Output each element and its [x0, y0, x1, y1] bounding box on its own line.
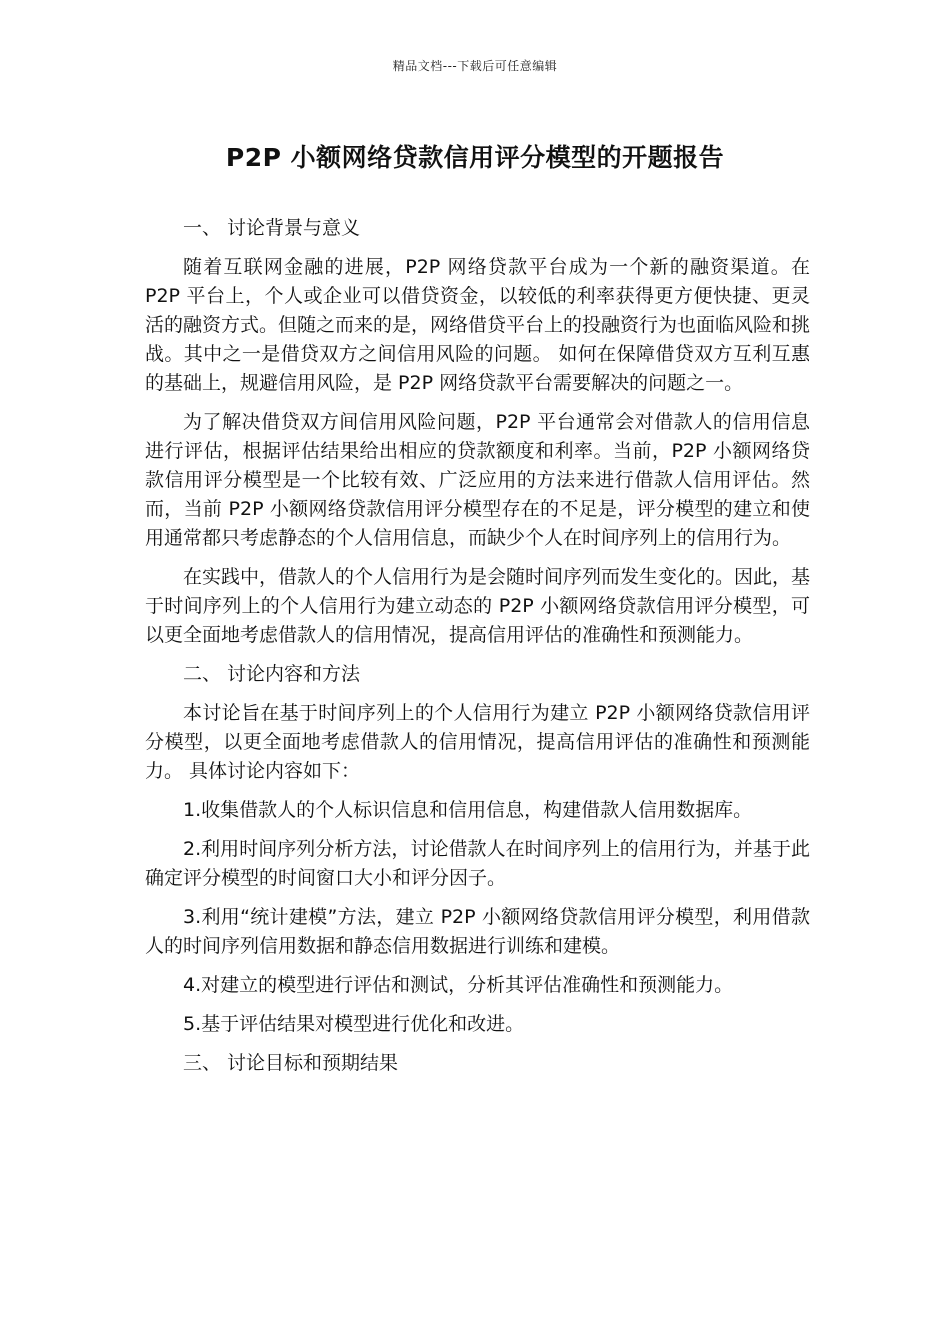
list-item: 4.对建立的模型进行评估和测试，分析其评估准确性和预测能力。 [183, 974, 734, 996]
section-heading-2: 二、 讨论内容和方法 [183, 663, 361, 685]
header-note: 精品文档---下载后可任意编辑 [392, 59, 558, 73]
paragraph: 本讨论旨在基于时间序列上的个人信用行为建立 P2P 小额网络贷款信用评分模型，以更全面地考虑借款人的信用情况，提高信用评估的准确性和预测能力。 具体讨论内容如下： [145, 702, 810, 782]
list-item: 3.利用“统计建模”方法，建立 P2P 小额网络贷款信用评分模型，利用借款人的时间序列信用数据和静态信用数据进行训练和建模。 [145, 906, 810, 957]
list-item: 2.利用时间序列分析方法，讨论借款人在时间序列上的信用行为，并基于此确定评分模型的时间窗口大小和评分因子。 [145, 838, 810, 889]
paragraph: 为了解决借贷双方间信用风险问题，P2P 平台通常会对借款人的信用信息进行评估，根据评估结果给出相应的贷款额度和利率。当前，P2P 小额网络贷款信用评分模型是一个比较有效、广泛应用的方法来进行借款人信用评估。然而，当前 P2P 小额网络贷款信用评分模型存在的不足是，评分模型的建立和使用通常都只考虑静态的个人信用信息，而缺少个人在时间序列上的信用行为。 [145, 411, 810, 549]
section-heading-3: 三、 讨论目标和预期结果 [183, 1052, 399, 1074]
document-body [145, 214, 810, 1088]
list-item: 1.收集借款人的个人标识信息和信用信息，构建借款人信用数据库。 [183, 799, 753, 821]
paragraph: 在实践中，借款人的个人信用行为是会随时间序列而发生变化的。因此，基于时间序列上的个人信用行为建立动态的 P2P 小额网络贷款信用评分模型，可以更全面地考虑借款人的信用情况，提高信用评估的准确性和预测能力。 [145, 566, 811, 646]
paragraph: 随着互联网金融的进展，P2P 网络贷款平台成为一个新的融资渠道。在 P2P 平台上，个人或企业可以借贷资金，以较低的利率获得更方便快捷、更灵活的融资方式。但随之而来的是，网络借贷平台上的投融资行为也面临风险和挑战。其中之一是借贷双方之间信用风险的问题。 如何在保障借贷双方互利互惠的基础上，规避信用风险，是 P2P 网络贷款平台需要解决的问题之一。 [145, 256, 811, 394]
document-title: P2P 小额网络贷款信用评分模型的开题报告 [225, 143, 725, 172]
list-item: 5.基于评估结果对模型进行优化和改进。 [183, 1013, 525, 1035]
section-heading-1: 一、 讨论背景与意义 [183, 217, 361, 239]
